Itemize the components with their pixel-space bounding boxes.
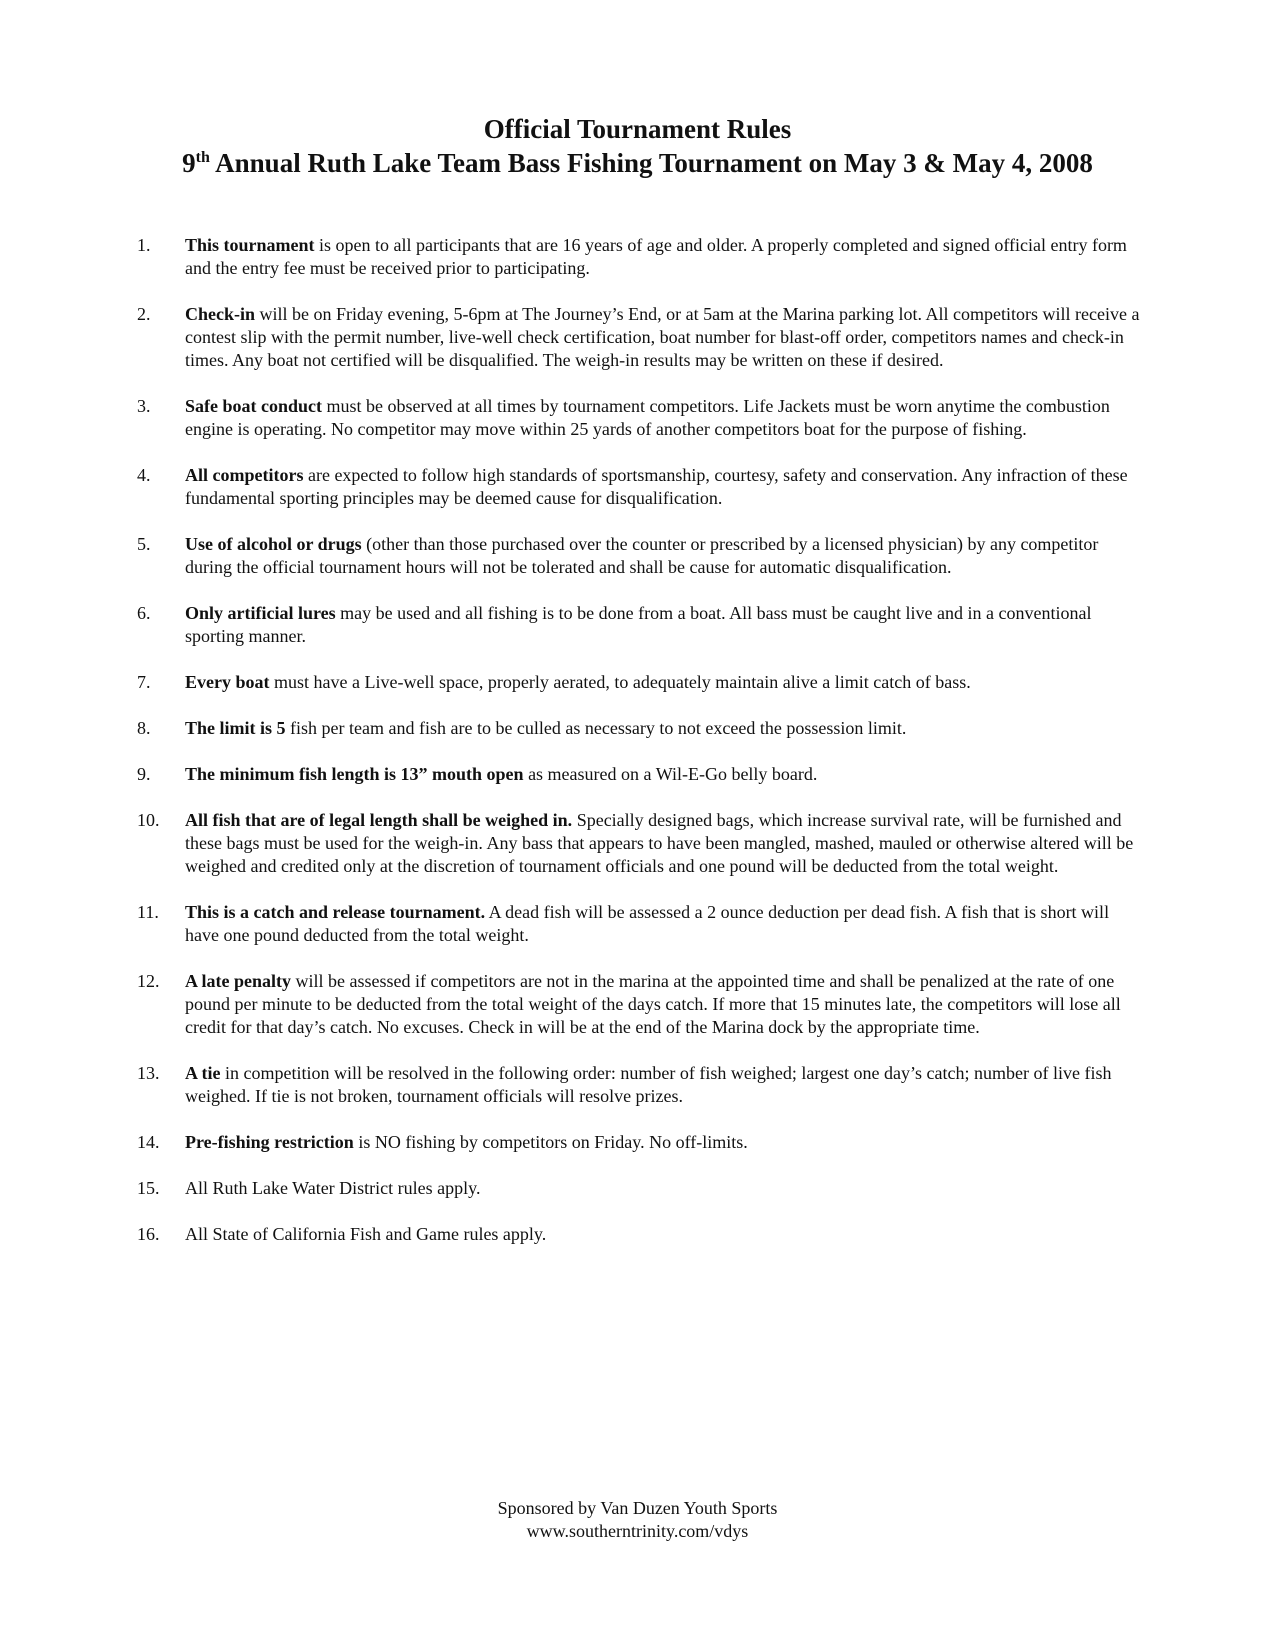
rule-item: [137, 717, 1142, 740]
rule-item: [137, 1223, 1142, 1246]
rule-lead: The limit is 5: [185, 718, 286, 738]
rule-number: 3.: [137, 396, 151, 416]
rule-text: A dead fish will be assessed a 2 ounce deduction per dead fish. A fish that is short will have one pound deducted from the total weight.: [185, 902, 1110, 945]
rule-number: 8.: [137, 718, 151, 738]
rule-lead: The minimum fish length is 13” mouth open: [185, 764, 524, 784]
rule-lead: Only artificial lures: [185, 603, 336, 623]
rule-lead: Use of alcohol or drugs: [185, 534, 362, 554]
rule-item: [137, 809, 1142, 878]
rule-text: must be observed at all times by tournament competitors. Life Jackets must be worn anytime the combustion engine is operating. No competitor may move within 25 yards of another competitors boat for the purpose of fishing.: [185, 396, 1110, 439]
rule-number: 12.: [137, 971, 160, 991]
rule-item: [137, 671, 1142, 694]
rule-number: 16.: [137, 1224, 160, 1244]
rule-lead: A late penalty: [185, 971, 291, 991]
rule-number: 14.: [137, 1132, 160, 1152]
sponsor-url: www.southerntrinity.com/vdys: [526, 1521, 749, 1541]
subtitle-ordinal: 9: [182, 148, 196, 178]
rule-text: as measured on a Wil-E-Go belly board.: [523, 764, 818, 784]
rule-text: must have a Live-well space, properly aerated, to adequately maintain alive a limit catch of bass.: [269, 672, 971, 692]
rule-text: will be assessed if competitors are not in the marina at the appointed time and shall be penalized at the rate of one pound per minute to be deducted from the total weight of the days catch. If more that 15 minutes late, the competitors will lose all credit for that day’s catch. No excuses. Check in will be at the end of the Marina dock by the appropriate time.: [185, 971, 1121, 1037]
rule-lead: All fish that are of legal length shall be weighed in.: [185, 810, 573, 830]
rule-number: 2.: [137, 304, 151, 324]
rule-number: 13.: [137, 1063, 160, 1083]
rule-number: 7.: [137, 672, 151, 692]
rule-number: 11.: [137, 902, 159, 922]
rule-item: [137, 901, 1142, 947]
rule-text: may be used and all fishing is to be done from a boat. All bass must be caught live and in a conventional sporting manner.: [185, 603, 1092, 646]
rule-item: [137, 602, 1142, 648]
rule-item: [137, 1062, 1142, 1108]
rule-lead: Pre-fishing restriction: [185, 1132, 354, 1152]
rule-item: [137, 234, 1142, 280]
rule-text: All Ruth Lake Water District rules apply.: [185, 1178, 481, 1198]
rule-number: 9.: [137, 764, 151, 784]
rule-lead: A tie: [185, 1063, 221, 1083]
footer: [0, 1497, 1275, 1543]
rule-number: 4.: [137, 465, 151, 485]
rule-lead: This tournament: [185, 235, 315, 255]
rule-number: 15.: [137, 1178, 160, 1198]
rule-lead: All competitors: [185, 465, 304, 485]
rule-number: 6.: [137, 603, 151, 623]
rule-item: [137, 1177, 1142, 1200]
document-title: Official Tournament Rules: [483, 114, 792, 144]
rule-item: [137, 763, 1142, 786]
rule-lead: This is a catch and release tournament.: [185, 902, 486, 922]
rule-number: 10.: [137, 810, 160, 830]
rule-text: is NO fishing by competitors on Friday. No off-limits.: [353, 1132, 748, 1152]
rule-item: [137, 1131, 1142, 1154]
subtitle-ordinal-suffix: th: [195, 149, 210, 166]
rule-text: (other than those purchased over the counter or prescribed by a licensed physician) by any competitor during the official tournament hours will not be tolerated and shall be cause for automatic disqualification.: [185, 534, 1099, 577]
rule-lead: Safe boat conduct: [185, 396, 323, 416]
rule-item: [137, 533, 1142, 579]
rule-text: is open to all participants that are 16 years of age and older. A properly completed and signed official entry form and the entry fee must be received prior to participating.: [185, 235, 1127, 278]
rule-lead: Check-in: [185, 304, 256, 324]
rule-item: [137, 970, 1142, 1039]
sponsor-line: Sponsored by Van Duzen Youth Sports: [497, 1498, 778, 1518]
title-block: [0, 112, 1275, 180]
rule-text: are expected to follow high standards of sportsmanship, courtesy, safety and conservation. Any infraction of these fundamental sporting principles may be deemed cause for disqualification.: [185, 465, 1128, 508]
rule-text: will be on Friday evening, 5-6pm at The Journey’s End, or at 5am at the Marina parking lot. All competitors will receive a contest slip with the permit number, live-well check certification, boat number for blast-off order, competitors names and check-in times. Any boat not certified will be disqualified. The weigh-in results may be written on these if desired.: [185, 304, 1140, 370]
document-subtitle: [0, 146, 1275, 180]
rule-text: All State of California Fish and Game rules apply.: [185, 1224, 547, 1244]
subtitle-text: Annual Ruth Lake Team Bass Fishing Tournament on May 3 & May 4, 2008: [209, 148, 1093, 178]
rule-item: [137, 464, 1142, 510]
rules-list: [137, 234, 1142, 1269]
rule-number: 5.: [137, 534, 151, 554]
rule-item: [137, 395, 1142, 441]
rule-text: in competition will be resolved in the following order: number of fish weighed; largest one day’s catch; number of live fish weighed. If tie is not broken, tournament officials will resolve prizes.: [185, 1063, 1112, 1106]
rule-lead: Every boat: [185, 672, 270, 692]
rule-item: [137, 303, 1142, 372]
rule-text: Specially designed bags, which increase survival rate, will be furnished and these bags must be used for the weigh-in. Any bass that appears to have been mangled, mashed, mauled or otherwise altered will be weighed and credited only at the discretion of tournament officials and one pound will be deducted from the total weight.: [185, 810, 1134, 876]
rule-number: 1.: [137, 235, 151, 255]
rule-text: fish per team and fish are to be culled as necessary to not exceed the possession limit.: [285, 718, 907, 738]
